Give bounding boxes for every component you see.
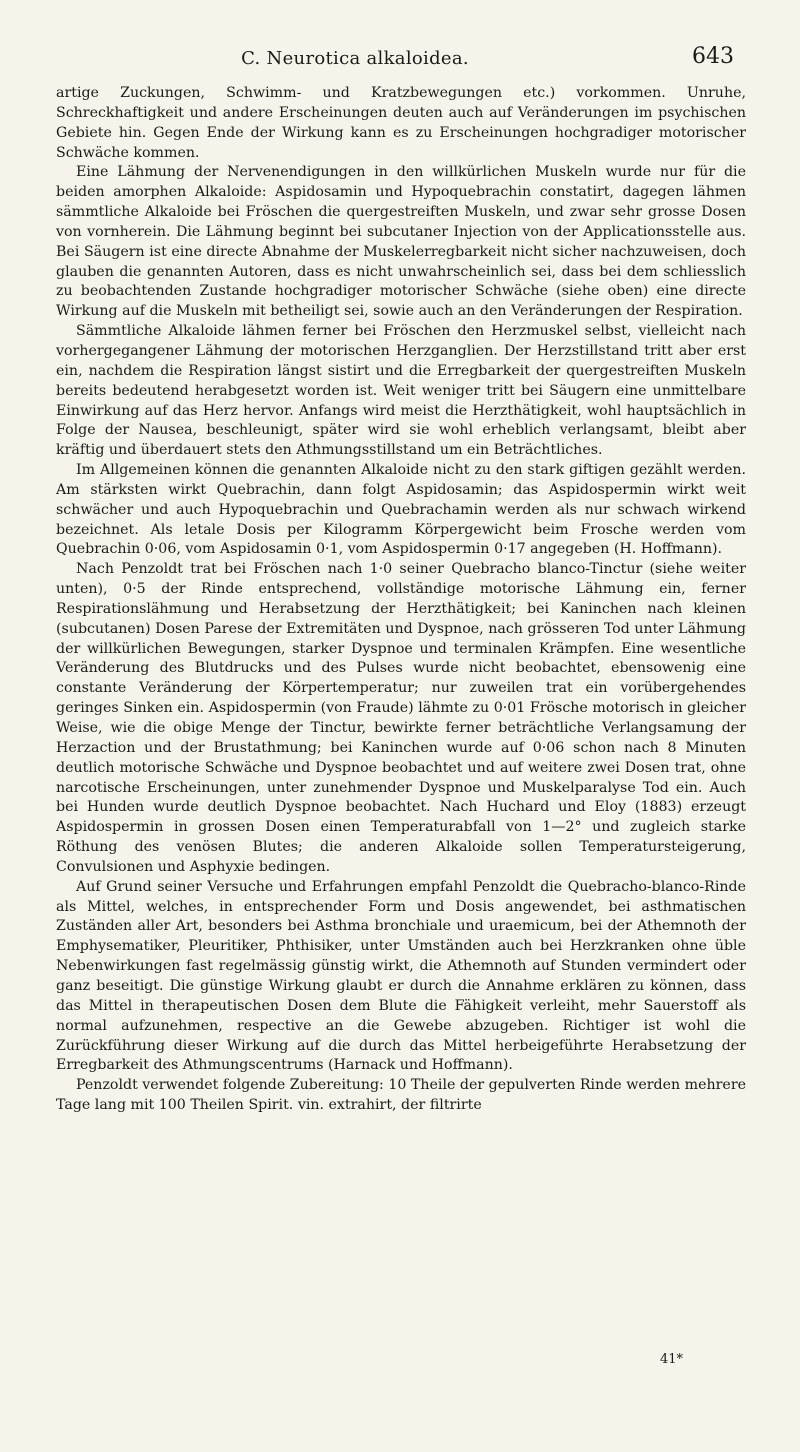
paragraph-3: Sämmtliche Alkaloide lähmen ferner bei Fröschen den Herzmuskel selbst, vielleicht nach vorhergegangener Lähmung der motorischen Herzganglien. Der Herzstillstand tritt aber erst ein, nachdem die Respiration längst sistirt und die Erregbarkeit der quergestreiften Muskeln bereits bedeutend herabgesetzt worden ist. Weit weniger tritt bei Säugern eine unmittelbare Einwirkung auf das Herz hervor. Anfangs wird meist die Herzthätigkeit, wohl hauptsächlich in Folge der Nausea, beschleunigt, später wird sie wohl erheblich verlangsamt, bleibt aber kräftig und überdauert stets den Athmungsstillstand um ein Beträchtliches.	[56, 323, 746, 459]
body-text	[56, 84, 746, 1116]
paragraph-4: Im Allgemeinen können die genannten Alkaloide nicht zu den stark giftigen gezählt werden. Am stärksten wirkt Quebrachin, dann folgt Aspidosamin; das Aspidospermin wirkt weit schwächer und auch Hypoquebrachin und Quebrachamin werden als nur schwach wirkend bezeichnet. Als letale Dosis per Kilogramm Körpergewicht beim Frosche werden vom Quebrachin 0·06, vom Aspidosamin 0·1, vom Aspidospermin 0·17 angegeben (H. Hoffmann).	[56, 462, 746, 558]
sheet-signature: 41*	[660, 1352, 684, 1367]
paragraph-5: Nach Penzoldt trat bei Fröschen nach 1·0 seiner Quebracho blanco-Tinctur (siehe weiter unten), 0·5 der Rinde entsprechend, vollständige motorische Lähmung ein, ferner Respirationslähmung und Herabsetzung der Herzthätigkeit; bei Kaninchen nach kleinen (subcutanen) Dosen Parese der Extremitäten und Dyspnoe, nach grösseren Tod unter Lähmung der willkürlichen Bewegungen, starker Dyspnoe und terminalen Krämpfen. Eine wesentliche Veränderung des Blutdrucks und des Pulses wurde nicht beobachtet, ebensowenig eine constante Veränderung der Körpertemperatur; nur zuweilen trat ein vorübergehendes geringes Sinken ein. Aspidospermin (von Fraude) lähmte zu 0·01 Frösche motorisch in gleicher Weise, wie die obige Menge der Tinctur, bewirkte ferner beträchtliche Verlangsamung der Herzaction und der Brustathmung; bei Kaninchen wurde auf 0·06 schon nach 8 Minuten deutlich motorische Schwäche und Dyspnoe beobachtet und auf weitere zwei Dosen trat, ohne narcotische Erscheinungen, unter zunehmender Dyspnoe und Muskelparalyse Tod ein. Auch bei Hunden wurde deutlich Dyspnoe beobachtet. Nach Huchard und Eloy (1883) erzeugt Aspidospermin in grossen Dosen einen Temperaturabfall von 1—2° und zugleich starke Röthung des venösen Blutes; die anderen Alkaloide sollen Temperatursteigerung, Convulsionen und Asphyxie bedingen.	[56, 561, 746, 875]
paragraph-2: Eine Lähmung der Nervenendigungen in den willkürlichen Muskeln wurde nur für die beiden amorphen Alkaloide: Aspidosamin und Hypoquebrachin constatirt, dagegen lähmen sämmtliche Alkaloide bei Fröschen die quergestreiften Muskeln, und zwar sehr grosse Dosen von vornherein. Die Lähmung beginnt bei subcutaner Injection von der Applicationsstelle aus. Bei Säugern ist eine directe Abnahme der Muskelerregbarkeit nicht sicher nachzuweisen, doch glauben die genannten Autoren, dass es nicht unwahrscheinlich sei, dass bei dem schliesslich zu beobachtenden Zustande hochgradiger motorischer Schwäche (siehe oben) eine directe Wirkung auf die Muskeln mit betheiligt sei, sowie auch an den Veränderungen der Respiration.	[56, 164, 746, 320]
running-head	[56, 44, 744, 84]
paragraph-7: Penzoldt verwendet folgende Zubereitung: 10 Theile der gepulverten Rinde werden mehrere Tage lang mit 100 Theilen Spirit. vin. extrahirt, der filtrirte	[56, 1077, 746, 1114]
chapter-title: C. Neurotica alkaloidea.	[241, 48, 469, 69]
paragraph-1: artige Zuckungen, Schwimm- und Kratzbewegungen etc.) vorkommen. Unruhe, Schreckhaftigkeit und andere Erscheinungen deuten auch auf Veränderungen im psychischen Gebiete hin. Gegen Ende der Wirkung kann es zu Erscheinungen hochgradiger motorischer Schwäche kommen.	[56, 85, 746, 161]
paragraph-6: Auf Grund seiner Versuche und Erfahrungen empfahl Penzoldt die Quebracho-blanco-Rinde als Mittel, welches, in entsprechender Form und Dosis angewendet, bei asthmatischen Zuständen aller Art, besonders bei Asthma bronchiale und uraemicum, bei der Athemnoth der Emphysematiker, Pleuritiker, Phthisiker, unter Umständen auch bei Herzkranken ohne üble Nebenwirkungen fast regelmässig günstig wirkt, die Athemnoth auf Stunden vermindert oder ganz beseitigt. Die günstige Wirkung glaubt er durch die Annahme erklären zu können, dass das Mittel in therapeutischen Dosen dem Blute die Fähigkeit verleiht, mehr Sauerstoff als normal aufzunehmen, respective an die Gewebe abzugeben. Richtiger ist wohl die Zurückführung dieser Wirkung auf die durch das Mittel herbeigeführte Herabsetzung der Erregbarkeit des Athmungscentrums (Harnack und Hoffmann).	[56, 878, 746, 1074]
page-number: 643	[692, 44, 734, 69]
